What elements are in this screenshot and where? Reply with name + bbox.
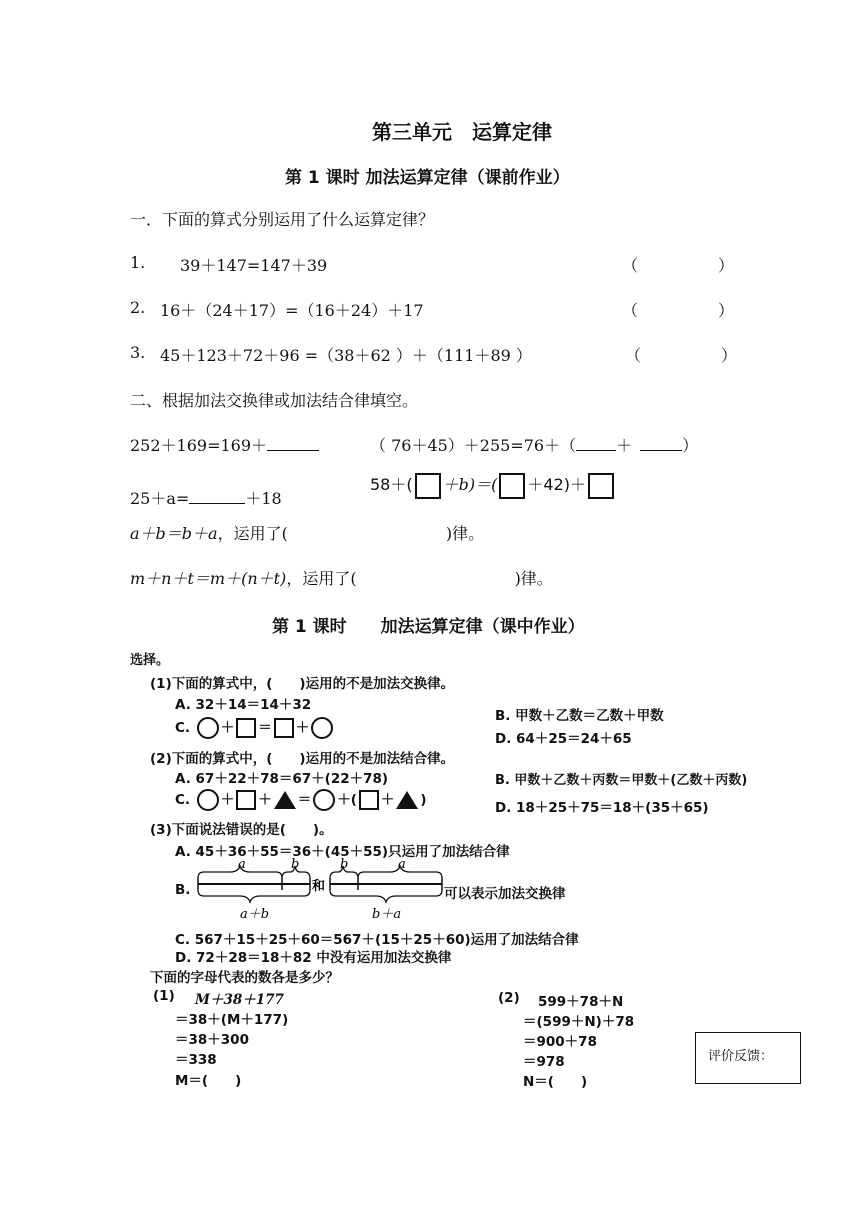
q3-option-a[interactable]: A. 45＋36＋55＝36＋(45＋55)只运用了加法结合律 [175, 844, 510, 860]
p1-line-2: ＝38＋(M＋177) [175, 1012, 289, 1028]
fill-row2-right-a: 58＋( [370, 475, 413, 494]
item-1-expr: 39＋147=147＋39 [180, 256, 328, 275]
item-3-num: 3. [130, 343, 146, 362]
fill-row1-right-expr: （ 76＋45）＋255=76＋（ [370, 436, 577, 455]
fill-row1-right [370, 433, 698, 456]
p2-line-4: ＝978 [523, 1054, 565, 1070]
commutative-expr: a＋b＝b＋a [130, 524, 218, 543]
item-2-answer-paren: （ ） [622, 301, 735, 320]
q3-stem: (3)下面说法错误的是( )。 [150, 822, 333, 838]
option-c-label: C. [175, 792, 191, 808]
fill-row2-right [370, 472, 616, 499]
brace-sum [198, 890, 310, 902]
plus-sign: ＋ [616, 436, 633, 455]
p2-line-3: ＝900＋78 [523, 1034, 597, 1050]
p1-line-4: ＝338 [175, 1052, 217, 1068]
square-shape-icon [236, 790, 256, 810]
item-2-expr: 16＋（24＋17）=（16＋24）＋17 [160, 301, 424, 320]
fill-row4-mid: ，运用了( [286, 569, 357, 588]
p1-line-3: ＝38＋300 [175, 1032, 249, 1048]
q3-option-c[interactable]: C. 567＋15＋25＋60＝567＋(15＋25＋60)运用了加法结合律 [175, 932, 579, 948]
fill-row1-left-expr: 252＋169=169＋ [130, 436, 268, 455]
segment-diagram [190, 856, 450, 922]
answer-blank[interactable] [640, 436, 682, 451]
p1-answer[interactable]: M＝( ) [175, 1073, 242, 1089]
item-1-answer-paren: （ ） [622, 256, 735, 275]
answer-box[interactable] [588, 473, 614, 499]
q2-stem: (2)下面的算式中，( )运用的不是加法结合律。 [150, 751, 455, 767]
seg-label: b [291, 857, 300, 872]
triangle-shape-icon [396, 791, 418, 809]
fill-row1-left [130, 433, 319, 456]
q1-option-a[interactable]: A. 32＋14＝14＋32 [175, 697, 312, 713]
fill-row4-end: )律。 [514, 569, 553, 588]
seg-label: a [398, 857, 406, 872]
fill-row4 [130, 566, 553, 589]
q1-stem: (1)下面的算式中，( )运用的不是加法交换律。 [150, 676, 455, 692]
letters-heading: 下面的字母代表的数各是多少？ [150, 970, 339, 986]
q2-option-a[interactable]: A. 67＋22＋78＝67＋(22＋78) [175, 771, 389, 787]
fill-row2-right-c: ＋42)＋ [527, 475, 586, 494]
brace-b [282, 866, 310, 878]
option-c-label: C. [175, 720, 191, 736]
q1-option-b[interactable]: B. 甲数＋乙数＝乙数＋甲数 [495, 708, 664, 724]
seg-label: b [340, 857, 349, 872]
lesson2-title: 第 1 课时 加法运算定律（课中作业） [272, 617, 585, 637]
item-3-expr: 45＋123＋72＋96 =（38＋62 ）＋（111＋89 ） [160, 346, 532, 365]
square-shape-icon [359, 790, 379, 810]
answer-blank[interactable] [576, 436, 616, 451]
q1-option-c[interactable]: C. ＋ ＝ ＋ [175, 716, 335, 739]
fill-row2-right-b: ＋b)＝( [442, 475, 498, 494]
section2-heading: 二、根据加法交换律或加法结合律填空。 [130, 391, 419, 410]
and-text: 和 [312, 879, 326, 894]
p2-line-1: 599＋78＋N [538, 994, 624, 1010]
unit-title: 第三单元 运算定律 [372, 120, 552, 144]
answer-box[interactable] [499, 473, 525, 499]
answer-blank[interactable] [267, 436, 319, 451]
triangle-shape-icon [274, 791, 296, 809]
q3-option-b-tail[interactable]: 可以表示加法交换律 [444, 886, 566, 902]
fill-row3-end: )律。 [445, 524, 485, 543]
seg-label: a [238, 857, 246, 872]
fill-row3-mid: ，运用了( [217, 524, 288, 543]
q2-option-c[interactable]: C. ＋ ＋ ＝ ＋( ＋ ) [175, 788, 427, 811]
item-3-answer-paren: （ ） [625, 346, 738, 365]
brace-sum [330, 890, 442, 902]
fill-row2-left-tail: ＋18 [245, 489, 282, 508]
item-1-num: 1. [130, 253, 146, 272]
q2-option-b[interactable]: B. 甲数＋乙数＋丙数＝甲数＋(乙数＋丙数) [495, 773, 748, 788]
p1-label: (1) [153, 988, 175, 1004]
sum-label: a＋b [240, 907, 270, 922]
q3-option-b-label: B. [175, 882, 191, 898]
close-paren: ） [682, 436, 699, 455]
brace-b [330, 866, 358, 878]
sum-label: b＋a [372, 907, 402, 922]
lesson1-title: 第 1 课时 加法运算定律（课前作业） [285, 168, 570, 188]
answer-blank[interactable] [189, 489, 245, 504]
associative-expr: m＋n＋t＝m＋(n＋t) [130, 569, 287, 588]
circle-shape-icon [313, 789, 335, 811]
feedback-box[interactable] [695, 1032, 801, 1084]
p1-line-1: M＋38＋177 [195, 992, 284, 1008]
square-shape-icon [274, 718, 294, 738]
feedback-label: 评价反馈： [708, 1049, 774, 1064]
choice-heading: 选择。 [130, 653, 170, 668]
fill-row3 [130, 521, 484, 544]
p2-label: (2) [498, 990, 520, 1006]
answer-box[interactable] [415, 473, 441, 499]
p2-line-2: ＝(599＋N)＋78 [523, 1014, 635, 1030]
q3-option-d[interactable]: D. 72＋28＝18＋82 中没有运用加法交换律 [175, 950, 452, 966]
circle-shape-icon [311, 717, 333, 739]
q1-option-d[interactable]: D. 64＋25＝24＋65 [495, 731, 632, 747]
section1-heading: 一．下面的算式分别运用了什么运算定律？ [130, 210, 435, 229]
fill-row2-left [130, 486, 282, 509]
circle-shape-icon [197, 717, 219, 739]
q2-option-d[interactable]: D. 18＋25＋75＝18＋(35＋65) [495, 800, 709, 816]
fill-row2-left-expr: 25＋a= [130, 489, 190, 508]
circle-shape-icon [197, 789, 219, 811]
square-shape-icon [236, 718, 256, 738]
item-2-num: 2. [130, 298, 146, 317]
p2-answer[interactable]: N＝( ) [523, 1074, 588, 1090]
